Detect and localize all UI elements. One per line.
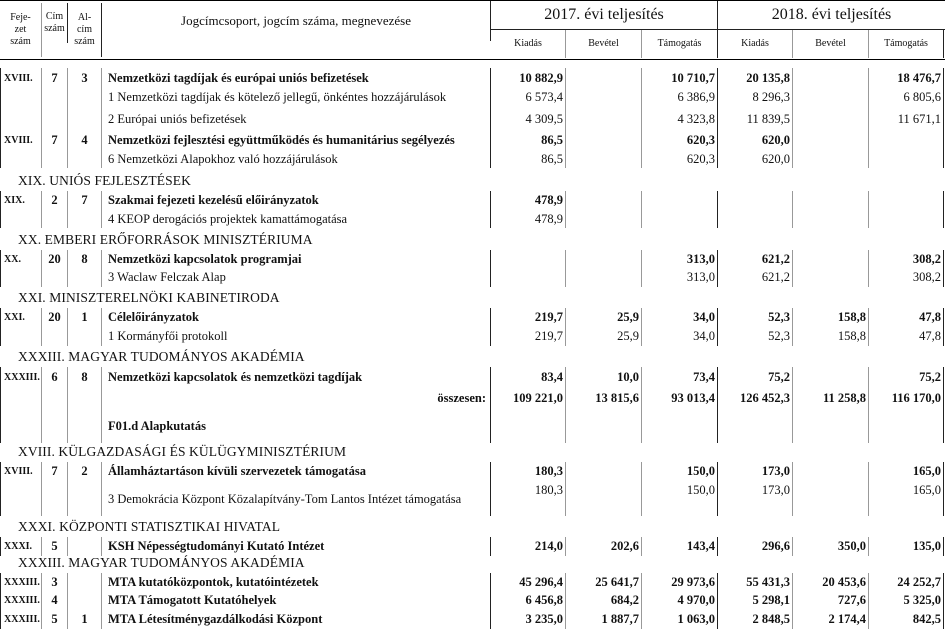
amount-cell: 5 325,0	[869, 591, 944, 610]
amount-cell: 219,7	[491, 327, 566, 346]
amount-cell: 25,9	[566, 308, 642, 327]
cim-szam	[42, 268, 68, 287]
amount-cell: 86,5	[491, 150, 566, 168]
table-row	[0, 107, 945, 131]
amount-cell: 126 452,3	[718, 387, 793, 410]
table-row	[0, 308, 945, 327]
amount-cell: 4 323,8	[642, 107, 718, 131]
amount-cell	[491, 268, 566, 287]
table-row	[0, 537, 945, 556]
alcim-szam: 4	[68, 131, 102, 150]
amount-cell	[793, 191, 869, 210]
amount-cell	[566, 250, 642, 268]
section-heading	[0, 346, 945, 367]
amount-cell: 5 298,1	[718, 591, 793, 610]
amount-cell	[642, 191, 718, 210]
amount-cell: 150,0	[642, 462, 718, 481]
amount-cell: 150,0	[642, 481, 718, 516]
cim-szam: 7	[42, 131, 68, 150]
amount-cell	[566, 268, 642, 287]
jogcim-name: MTA Támogatott Kutatóhelyek	[102, 591, 491, 610]
amount-cell	[566, 410, 642, 443]
amount-cell	[793, 131, 869, 150]
fejezet-szam	[0, 210, 42, 228]
amount-cell: 52,3	[718, 327, 793, 346]
amount-cell: 34,0	[642, 308, 718, 327]
fejezet-szam: XVIII.	[0, 462, 42, 481]
amount-cell: 684,2	[566, 591, 642, 610]
amount-cell: 727,6	[793, 591, 869, 610]
fejezet-szam: XXXIII.	[0, 610, 42, 629]
table-row	[0, 387, 945, 410]
fejezet-szam: XXXIII.	[0, 591, 42, 610]
fejezet-szam: XXXIII.	[0, 367, 42, 387]
amount-cell	[793, 68, 869, 88]
table-row	[0, 410, 945, 443]
section-title: XX. EMBERI ERŐFORRÁSOK MINISZTÉRIUMA	[18, 232, 313, 247]
amount-cell: 8 296,3	[718, 88, 793, 107]
header-alcim-szam: Al- cím szám	[68, 3, 102, 57]
amount-cell: 11 671,1	[869, 107, 944, 131]
table-row	[0, 131, 945, 150]
amount-cell	[793, 367, 869, 387]
amount-cell	[491, 410, 566, 443]
jogcim-name: 4 KEOP derogációs projektek kamattámogatása	[102, 210, 491, 228]
amount-cell: 11 258,8	[793, 387, 869, 410]
fejezet-szam	[0, 150, 42, 168]
amount-cell: 75,2	[718, 367, 793, 387]
header-year-2017: 2017. évi teljesítés	[491, 1, 718, 30]
amount-cell	[642, 410, 718, 443]
alcim-szam	[68, 88, 102, 107]
amount-cell: 10,0	[566, 367, 642, 387]
amount-cell: 165,0	[869, 462, 944, 481]
cim-szam	[42, 387, 68, 410]
section-title: XXXI. KÖZPONTI STATISZTIKAI HIVATAL	[18, 519, 281, 534]
total-label: összesen:	[102, 387, 491, 410]
jogcim-name: Célelőirányzatok	[102, 308, 491, 327]
section-heading	[0, 287, 945, 308]
cim-szam: 5	[42, 537, 68, 556]
amount-cell: 6 573,4	[491, 88, 566, 107]
amount-cell: 116 170,0	[869, 387, 944, 410]
amount-cell	[491, 250, 566, 268]
jogcim-name: MTA kutatóközpontok, kutatóintézetek	[102, 573, 491, 591]
amount-cell	[566, 68, 642, 88]
amount-cell: 11 839,5	[718, 107, 793, 131]
amount-cell	[642, 210, 718, 228]
alcim-szam: 1	[68, 308, 102, 327]
amount-cell: 6 456,8	[491, 591, 566, 610]
amount-cell	[793, 410, 869, 443]
amount-cell	[566, 88, 642, 107]
header-jogcim-megnevezes: Jogcímcsoport, jogcím száma, megnevezése	[102, 1, 491, 41]
jogcim-name: MTA Létesítménygazdálkodási Központ	[102, 610, 491, 629]
table-row	[0, 367, 945, 387]
amount-cell: 165,0	[869, 481, 944, 516]
amount-cell: 93 013,4	[642, 387, 718, 410]
amount-cell: 109 221,0	[491, 387, 566, 410]
amount-cell	[793, 250, 869, 268]
amount-cell: 296,6	[718, 537, 793, 556]
jogcim-name: Szakmai fejezeti kezelésű előirányzatok	[102, 191, 491, 210]
cim-szam	[42, 481, 68, 516]
header-cim-szam: Cím szám	[42, 3, 68, 43]
amount-cell: 158,8	[793, 308, 869, 327]
alcim-szam: 8	[68, 250, 102, 268]
amount-cell: 842,5	[869, 610, 944, 629]
alcim-szam	[68, 210, 102, 228]
amount-cell	[566, 150, 642, 168]
section-heading	[0, 556, 945, 573]
amount-cell: 47,8	[869, 327, 944, 346]
amount-cell: 2 174,4	[793, 610, 869, 629]
table-header	[0, 0, 945, 60]
amount-cell: 135,0	[869, 537, 944, 556]
amount-cell	[718, 210, 793, 228]
jogcim-name: 1 Nemzetközi tagdíjak és kötelező jellegű, önkéntes hozzájárulások	[102, 88, 491, 107]
cim-szam: 4	[42, 591, 68, 610]
jogcim-name: 3 Waclaw Felczak Alap	[102, 268, 491, 287]
jogcim-name: F01.d Alapkutatás	[102, 410, 491, 443]
header-fejezet-szam: Feje- zet szám	[0, 3, 42, 57]
amount-cell	[566, 462, 642, 481]
fejezet-szam	[0, 387, 42, 410]
amount-cell: 25,9	[566, 327, 642, 346]
amount-cell: 621,2	[718, 250, 793, 268]
table-row	[0, 150, 945, 168]
alcim-szam: 1	[68, 610, 102, 629]
amount-cell: 180,3	[491, 462, 566, 481]
fejezet-szam: XXXI.	[0, 537, 42, 556]
table-row	[0, 210, 945, 228]
amount-cell	[566, 131, 642, 150]
amount-cell: 2 848,5	[718, 610, 793, 629]
header-2018-bevetel: Bevétel	[793, 30, 869, 58]
cim-szam	[42, 150, 68, 168]
amount-cell: 202,6	[566, 537, 642, 556]
fejezet-szam	[0, 327, 42, 346]
alcim-szam: 7	[68, 191, 102, 210]
header-2018-tamogatas: Támogatás	[869, 30, 944, 58]
cim-szam: 3	[42, 573, 68, 591]
table-row	[0, 462, 945, 481]
jogcim-name: Nemzetközi kapcsolatok programjai	[102, 250, 491, 268]
cim-szam	[42, 210, 68, 228]
amount-cell	[566, 191, 642, 210]
section-title: XIX. UNIÓS FEJLESZTÉSEK	[18, 173, 191, 188]
amount-cell: 620,3	[642, 150, 718, 168]
fejezet-szam	[0, 268, 42, 287]
amount-cell	[793, 150, 869, 168]
alcim-szam	[68, 387, 102, 410]
amount-cell	[793, 462, 869, 481]
table-row	[0, 88, 945, 107]
alcim-szam: 8	[68, 367, 102, 387]
amount-cell: 620,0	[718, 150, 793, 168]
amount-cell: 52,3	[718, 308, 793, 327]
cim-szam: 7	[42, 68, 68, 88]
fejezet-szam: XXXIII.	[0, 573, 42, 591]
table-row	[0, 610, 945, 629]
amount-cell: 143,4	[642, 537, 718, 556]
amount-cell	[793, 107, 869, 131]
amount-cell	[793, 481, 869, 516]
fejezet-szam: XVIII.	[0, 68, 42, 88]
table-row	[0, 268, 945, 287]
alcim-szam	[68, 268, 102, 287]
amount-cell: 620,0	[718, 131, 793, 150]
table-row	[0, 591, 945, 610]
fejezet-szam	[0, 410, 42, 443]
header-2017-bevetel: Bevétel	[566, 30, 642, 58]
alcim-szam	[68, 537, 102, 556]
cim-szam: 20	[42, 250, 68, 268]
alcim-szam: 3	[68, 68, 102, 88]
fejezet-szam: XXI.	[0, 308, 42, 327]
amount-cell	[793, 210, 869, 228]
amount-cell: 47,8	[869, 308, 944, 327]
table-row	[0, 481, 945, 516]
section-heading	[0, 168, 945, 191]
amount-cell	[718, 410, 793, 443]
jogcim-name: 6 Nemzetközi Alapokhoz való hozzájárulások	[102, 150, 491, 168]
amount-cell	[793, 88, 869, 107]
section-heading	[0, 228, 945, 250]
amount-cell: 73,4	[642, 367, 718, 387]
amount-cell: 18 476,7	[869, 68, 944, 88]
amount-cell: 10 710,7	[642, 68, 718, 88]
amount-cell: 6 805,6	[869, 88, 944, 107]
jogcim-name: Nemzetközi kapcsolatok és nemzetközi tagdíjak	[102, 367, 491, 387]
amount-cell	[718, 191, 793, 210]
amount-cell: 308,2	[869, 268, 944, 287]
amount-cell	[566, 107, 642, 131]
amount-cell: 13 815,6	[566, 387, 642, 410]
amount-cell: 24 252,7	[869, 573, 944, 591]
amount-cell: 620,3	[642, 131, 718, 150]
amount-cell: 29 973,6	[642, 573, 718, 591]
jogcim-name: KSH Népességtudományi Kutató Intézet	[102, 537, 491, 556]
alcim-szam	[68, 150, 102, 168]
section-heading	[0, 516, 945, 537]
section-title: XXI. MINISZTERELNÖKI KABINETIRODA	[18, 290, 280, 305]
cim-szam: 6	[42, 367, 68, 387]
amount-cell: 173,0	[718, 481, 793, 516]
fejezet-szam	[0, 88, 42, 107]
amount-cell: 180,3	[491, 481, 566, 516]
amount-cell: 3 235,0	[491, 610, 566, 629]
amount-cell: 313,0	[642, 268, 718, 287]
fejezet-szam	[0, 107, 42, 131]
alcim-szam	[68, 107, 102, 131]
cim-szam	[42, 410, 68, 443]
alcim-szam	[68, 481, 102, 516]
table-row	[0, 68, 945, 88]
amount-cell: 34,0	[642, 327, 718, 346]
table-row	[0, 573, 945, 591]
table-row	[0, 327, 945, 346]
fejezet-szam	[0, 481, 42, 516]
amount-cell: 350,0	[793, 537, 869, 556]
fejezet-szam: XIX.	[0, 191, 42, 210]
amount-cell	[869, 210, 944, 228]
jogcim-name: 2 Európai uniós befizetések	[102, 107, 491, 131]
amount-cell: 313,0	[642, 250, 718, 268]
amount-cell	[566, 210, 642, 228]
section-title: XXXIII. MAGYAR TUDOMÁNYOS AKADÉMIA	[18, 349, 305, 364]
amount-cell: 478,9	[491, 191, 566, 210]
cim-szam: 20	[42, 308, 68, 327]
cim-szam: 5	[42, 610, 68, 629]
header-2018-kiadas: Kiadás	[718, 30, 793, 58]
alcim-szam: 2	[68, 462, 102, 481]
cim-szam	[42, 327, 68, 346]
amount-cell: 83,4	[491, 367, 566, 387]
amount-cell	[869, 131, 944, 150]
amount-cell: 214,0	[491, 537, 566, 556]
amount-cell: 1 063,0	[642, 610, 718, 629]
alcim-szam	[68, 410, 102, 443]
header-year-2018: 2018. évi teljesítés	[718, 1, 945, 30]
amount-cell: 45 296,4	[491, 573, 566, 591]
table-row	[0, 191, 945, 210]
cim-szam	[42, 88, 68, 107]
amount-cell: 20 135,8	[718, 68, 793, 88]
amount-cell	[869, 410, 944, 443]
amount-cell: 86,5	[491, 131, 566, 150]
amount-cell: 158,8	[793, 327, 869, 346]
amount-cell	[869, 150, 944, 168]
fejezet-szam: XX.	[0, 250, 42, 268]
amount-cell: 219,7	[491, 308, 566, 327]
amount-cell: 6 386,9	[642, 88, 718, 107]
section-heading	[0, 443, 945, 462]
amount-cell: 478,9	[491, 210, 566, 228]
alcim-szam	[68, 573, 102, 591]
amount-cell: 4 970,0	[642, 591, 718, 610]
amount-cell: 55 431,3	[718, 573, 793, 591]
header-2017-kiadas: Kiadás	[491, 30, 566, 58]
section-title: XXXIII. MAGYAR TUDOMÁNYOS AKADÉMIA	[18, 555, 305, 570]
amount-cell: 621,2	[718, 268, 793, 287]
amount-cell: 1 887,7	[566, 610, 642, 629]
amount-cell	[793, 268, 869, 287]
table-row	[0, 250, 945, 268]
amount-cell: 20 453,6	[793, 573, 869, 591]
amount-cell: 4 309,5	[491, 107, 566, 131]
jogcim-name: 3 Demokrácia Központ Közalapítvány-Tom Lantos Intézet támogatása	[102, 481, 491, 516]
header-2017-tamogatas: Támogatás	[642, 30, 718, 58]
amount-cell: 308,2	[869, 250, 944, 268]
jogcim-name: Nemzetközi fejlesztési együttműködés és humanitárius segélyezés	[102, 131, 491, 150]
amount-cell: 173,0	[718, 462, 793, 481]
fejezet-szam: XVIII.	[0, 131, 42, 150]
jogcim-name: 1 Kormányfői protokoll	[102, 327, 491, 346]
amount-cell: 10 882,9	[491, 68, 566, 88]
cim-szam	[42, 107, 68, 131]
jogcim-name: Nemzetközi tagdíjak és európai uniós befizetések	[102, 68, 491, 88]
amount-cell	[566, 481, 642, 516]
alcim-szam	[68, 327, 102, 346]
cim-szam: 7	[42, 462, 68, 481]
alcim-szam	[68, 591, 102, 610]
amount-cell: 75,2	[869, 367, 944, 387]
amount-cell	[869, 191, 944, 210]
section-title: XVIII. KÜLGAZDASÁGI ÉS KÜLÜGYMINISZTÉRIUM	[18, 444, 347, 459]
jogcim-name: Államháztartáson kívüli szervezetek támogatása	[102, 462, 491, 481]
amount-cell: 25 641,7	[566, 573, 642, 591]
cim-szam: 2	[42, 191, 68, 210]
